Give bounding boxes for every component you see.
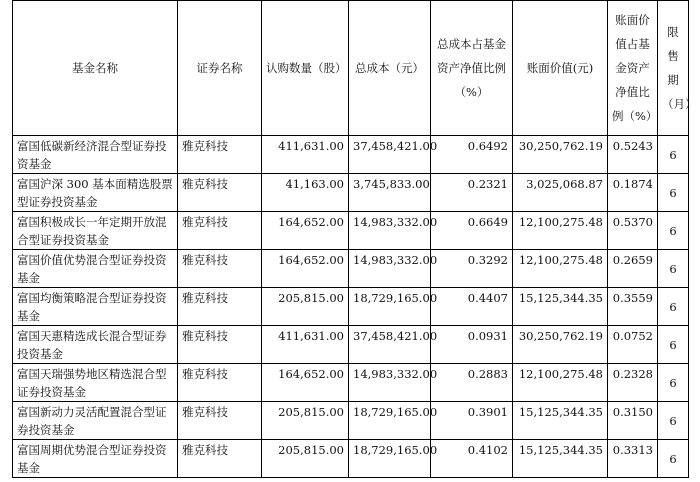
security-cell: 雅克科技	[178, 174, 262, 212]
security-cell: 雅克科技	[178, 402, 262, 440]
book-value-cell: 12,100,275.48	[513, 364, 608, 402]
cost-pct-cell: 0.3901	[431, 402, 513, 440]
lock-period-cell: 6	[658, 402, 689, 440]
lock-period-cell: 6	[658, 174, 689, 212]
cost-cell: 14,983,332.00	[349, 250, 431, 288]
book-pct-cell: 0.5243	[608, 136, 658, 174]
header-total-cost: 总成本（元）	[349, 1, 431, 136]
cost-pct-cell: 0.4102	[431, 440, 513, 478]
book-value-cell: 12,100,275.48	[513, 212, 608, 250]
qty-cell: 164,652.00	[262, 212, 349, 250]
fund-name-cell: 富国周期优势混合型证券投资基金	[13, 440, 178, 478]
qty-cell: 205,815.00	[262, 402, 349, 440]
fund-name-cell: 富国新动力灵活配置混合型证券投资基金	[13, 402, 178, 440]
header-book-value: 账面价值(元)	[513, 1, 608, 136]
fund-holdings-table	[12, 0, 697, 478]
table-row	[13, 174, 689, 212]
cost-cell: 37,458,421.00	[349, 136, 431, 174]
cost-cell: 18,729,165.00	[349, 402, 431, 440]
lock-period-cell: 6	[658, 326, 689, 364]
qty-cell: 411,631.00	[262, 326, 349, 364]
security-cell: 雅克科技	[178, 250, 262, 288]
qty-cell: 164,652.00	[262, 364, 349, 402]
book-value-cell: 3,025,068.87	[513, 174, 608, 212]
cost-cell: 37,458,421.00	[349, 326, 431, 364]
book-value-cell: 12,100,275.48	[513, 250, 608, 288]
lock-period-cell: 6	[658, 136, 689, 174]
table-row	[13, 364, 689, 402]
fund-name-cell: 富国沪深 300 基本面精选股票型证券投资基金	[13, 174, 178, 212]
cost-cell: 14,983,332.00	[349, 212, 431, 250]
security-cell: 雅克科技	[178, 326, 262, 364]
header-subscription-qty: 认购数量（股）	[262, 1, 349, 136]
book-value-cell: 30,250,762.19	[513, 136, 608, 174]
book-value-cell: 15,125,344.35	[513, 402, 608, 440]
book-pct-cell: 0.5370	[608, 212, 658, 250]
holdings-table-container	[12, 0, 697, 478]
header-row	[13, 1, 689, 136]
table-row	[13, 250, 689, 288]
table-row	[13, 212, 689, 250]
book-pct-cell: 0.0752	[608, 326, 658, 364]
book-value-cell: 15,125,344.35	[513, 440, 608, 478]
security-cell: 雅克科技	[178, 212, 262, 250]
cost-cell: 18,729,165.00	[349, 440, 431, 478]
cost-pct-cell: 0.3292	[431, 250, 513, 288]
table-row	[13, 326, 689, 364]
cost-cell: 18,729,165.00	[349, 288, 431, 326]
book-pct-cell: 0.2328	[608, 364, 658, 402]
fund-name-cell: 富国天惠精选成长混合型证券投资基金	[13, 326, 178, 364]
lock-period-cell: 6	[658, 440, 689, 478]
fund-name-cell: 富国均衡策略混合型证券投资基金	[13, 288, 178, 326]
book-value-cell: 30,250,762.19	[513, 326, 608, 364]
qty-cell: 411,631.00	[262, 136, 349, 174]
security-cell: 雅克科技	[178, 136, 262, 174]
table-row	[13, 440, 689, 478]
header-fund-name: 基金名称	[13, 1, 178, 136]
qty-cell: 205,815.00	[262, 440, 349, 478]
book-pct-cell: 0.1874	[608, 174, 658, 212]
book-pct-cell: 0.3150	[608, 402, 658, 440]
lock-period-cell: 6	[658, 212, 689, 250]
cost-pct-cell: 0.2321	[431, 174, 513, 212]
table-row	[13, 136, 689, 174]
qty-cell: 41,163.00	[262, 174, 349, 212]
book-pct-cell: 0.3313	[608, 440, 658, 478]
fund-name-cell: 富国天瑞强势地区精选混合型证券投资基金	[13, 364, 178, 402]
table-row	[13, 402, 689, 440]
cost-pct-cell: 0.6649	[431, 212, 513, 250]
lock-period-cell: 6	[658, 288, 689, 326]
lock-period-cell: 6	[658, 250, 689, 288]
fund-name-cell: 富国积极成长一年定期开放混合型证券投资基金	[13, 212, 178, 250]
header-lock-period: 限售期（月）	[658, 1, 689, 136]
lock-period-cell: 6	[658, 364, 689, 402]
book-pct-cell: 0.3559	[608, 288, 658, 326]
security-cell: 雅克科技	[178, 440, 262, 478]
cost-cell: 3,745,833.00	[349, 174, 431, 212]
book-pct-cell: 0.2659	[608, 250, 658, 288]
fund-name-cell: 富国低碳新经济混合型证券投资基金	[13, 136, 178, 174]
cost-pct-cell: 0.6492	[431, 136, 513, 174]
header-cost-pct-nav: 总成本占基金资产净值比例（%）	[431, 1, 513, 136]
security-cell: 雅克科技	[178, 364, 262, 402]
cost-cell: 14,983,332.00	[349, 364, 431, 402]
cost-pct-cell: 0.0931	[431, 326, 513, 364]
qty-cell: 164,652.00	[262, 250, 349, 288]
table-row	[13, 288, 689, 326]
header-book-pct-nav: 账面价值占基金资产净值比例（%）	[608, 1, 658, 136]
qty-cell: 205,815.00	[262, 288, 349, 326]
cost-pct-cell: 0.4407	[431, 288, 513, 326]
security-cell: 雅克科技	[178, 288, 262, 326]
header-security-name: 证券名称	[178, 1, 262, 136]
fund-name-cell: 富国价值优势混合型证券投资基金	[13, 250, 178, 288]
cost-pct-cell: 0.2883	[431, 364, 513, 402]
book-value-cell: 15,125,344.35	[513, 288, 608, 326]
